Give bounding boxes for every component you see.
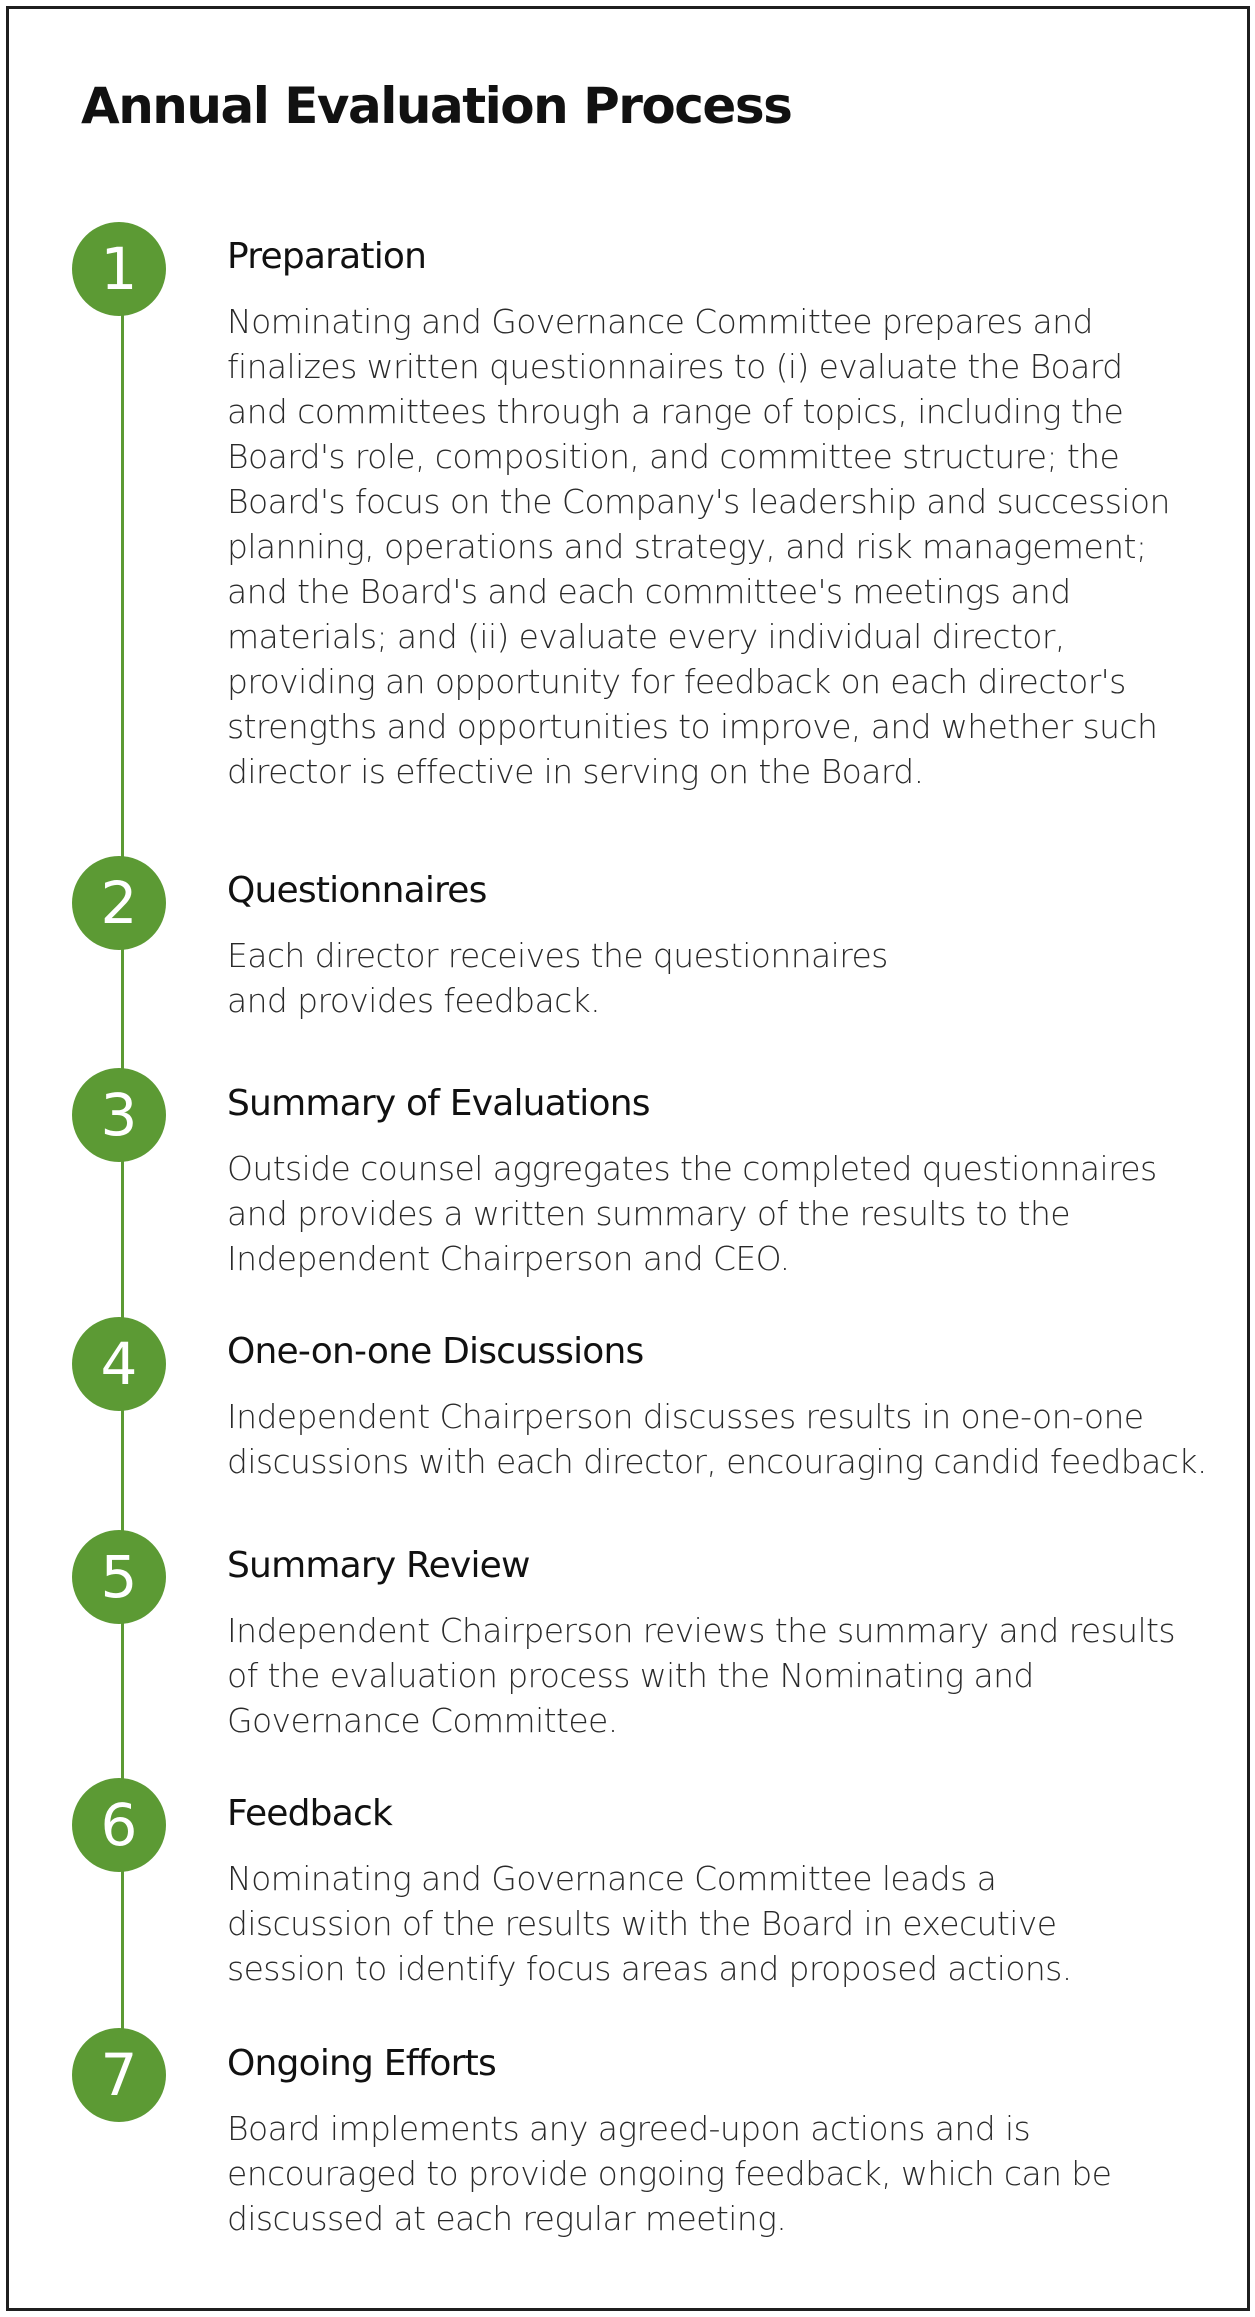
step-description: Independent Chairperson discusses results in one-on-one discussions with each director, encouraging candid feedback. (227, 1397, 1207, 1481)
step-number-badge: 6 (72, 1778, 166, 1872)
step-title: Summary of Evaluations (227, 1083, 650, 1124)
step-description: Board implements any agreed-upon actions and is encouraged to provide ongoing feedback, which can be discussed at each regular meeting. (227, 2109, 1112, 2238)
step-number-badge: 7 (72, 2028, 166, 2122)
step-number-badge: 1 (72, 222, 166, 316)
document-frame (6, 6, 1250, 2311)
page-title: Annual Evaluation Process (81, 77, 792, 135)
step-description: Nominating and Governance Committee prepares and finalizes written questionnaires to (i) evaluate the Board and committees through a range of topics, including the Board's role, composition, and committee structure; the Board's focus on the Company's leadership and succession planning, operations and strategy, and risk management; and the Board's and each committee's meetings and materials; and (ii) evaluate every individual director, providing an opportunity for feedback on each director's strengths and opportunities to improve, and whether such director is effective in serving on the Board. (227, 302, 1170, 791)
step-description: Outside counsel aggregates the completed questionnaires and provides a written summary of the results to the Independent Chairperson and CEO. (227, 1149, 1157, 1278)
step-number-badge: 5 (72, 1530, 166, 1624)
step-number-badge: 3 (72, 1068, 166, 1162)
step-title: Questionnaires (227, 870, 487, 911)
step-description: Independent Chairperson reviews the summary and results of the evaluation process with the Nominating and Governance Committee. (227, 1611, 1175, 1740)
step-title: One-on-one Discussions (227, 1331, 644, 1372)
step-title: Summary Review (227, 1545, 530, 1586)
step-title: Preparation (227, 236, 427, 277)
step-description: Nominating and Governance Committee leads a discussion of the results with the Board in executive session to identify focus areas and proposed actions. (227, 1859, 1072, 1988)
step-description: Each director receives the questionnaires and provides feedback. (227, 936, 888, 1020)
step-title: Feedback (227, 1793, 393, 1834)
step-number-badge: 2 (72, 856, 166, 950)
step-number-badge: 4 (72, 1317, 166, 1411)
step-title: Ongoing Efforts (227, 2043, 496, 2084)
